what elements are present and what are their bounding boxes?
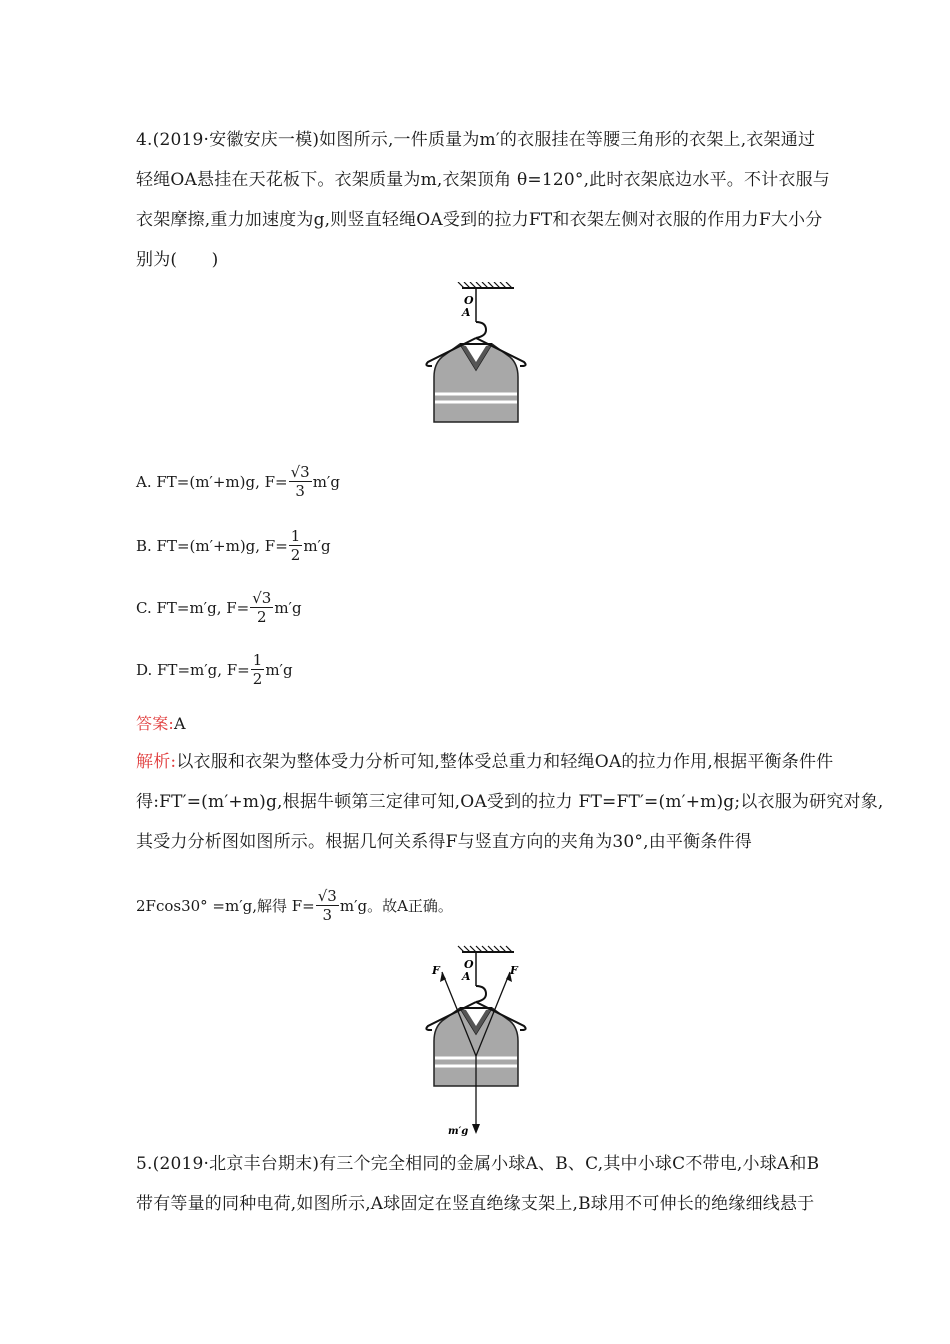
option-d bbox=[136, 651, 293, 688]
label-a-2: A bbox=[462, 970, 471, 983]
option-a-fraction bbox=[289, 463, 312, 500]
label-o: O bbox=[464, 294, 474, 307]
equation-den: 3 bbox=[322, 906, 333, 924]
option-b-suffix: m′g bbox=[303, 536, 331, 555]
q4-line-2: 轻绳OA悬挂在天花板下。衣架质量为m,衣架顶角 θ=120°,此时衣架底边水平。不计衣服与 bbox=[136, 170, 830, 190]
option-d-suffix: m′g bbox=[265, 660, 293, 679]
analysis-line-3: 其受力分析图如图所示。根据几何关系得F与竖直方向的夹角为30°,由平衡条件得 bbox=[136, 832, 752, 852]
option-d-num: 1 bbox=[252, 651, 263, 669]
analysis-label: 解析: bbox=[136, 752, 177, 772]
option-c-num: √3 bbox=[252, 589, 272, 607]
option-d-prefix: D. FT=m′g, F= bbox=[136, 660, 250, 679]
q4-line-3: 衣架摩擦,重力加速度为g,则竖直轻绳OA受到的拉力FT和衣架左侧对衣服的作用力F大小分 bbox=[136, 210, 823, 230]
option-a-prefix: A. FT=(m′+m)g, F= bbox=[136, 472, 288, 491]
label-o-2: O bbox=[464, 958, 474, 971]
analysis-equation bbox=[136, 887, 453, 924]
hanger-figure bbox=[420, 282, 540, 454]
label-f-left: F bbox=[432, 964, 440, 977]
q5-line-1: 5.(2019·北京丰台期末)有三个完全相同的金属小球A、B、C,其中小球C不带电,小球A和B bbox=[136, 1154, 820, 1174]
answer-value: A bbox=[174, 714, 186, 733]
analysis-line-1 bbox=[136, 750, 833, 774]
option-b bbox=[136, 527, 331, 564]
label-a: A bbox=[462, 306, 471, 319]
q4-line-1: 4.(2019·安徽安庆一模)如图所示,一件质量为m′的衣服挂在等腰三角形的衣架上,衣架通过 bbox=[136, 130, 816, 150]
equation-fraction bbox=[316, 887, 339, 924]
equation-num: √3 bbox=[317, 887, 337, 905]
label-f-right: F bbox=[510, 964, 518, 977]
force-diagram-figure bbox=[420, 944, 540, 1140]
analysis-text-1: 以衣服和衣架为整体受力分析可知,整体受总重力和轻绳OA的拉力作用,根据平衡条件件 bbox=[176, 752, 834, 772]
answer-label: 答案: bbox=[136, 714, 174, 733]
option-c-fraction bbox=[250, 589, 273, 626]
q5-line-2: 带有等量的同种电荷,如图所示,A球固定在竖直绝缘支架上,B球用不可伸长的绝缘细线悬于 bbox=[136, 1194, 815, 1214]
analysis-line-2: 得:FT′=(m′+m)g,根据牛顿第三定律可知,OA受到的拉力 FT=FT′=(m′+m)g;以衣服为研究对象, bbox=[136, 792, 884, 812]
option-d-den: 2 bbox=[252, 670, 263, 688]
option-d-fraction bbox=[251, 651, 265, 688]
equation-prefix: 2Fcos30° =m′g,解得 F= bbox=[136, 897, 315, 915]
option-a bbox=[136, 463, 340, 500]
option-b-den: 2 bbox=[290, 546, 301, 564]
option-a-num: √3 bbox=[290, 463, 310, 481]
option-b-prefix: B. FT=(m′+m)g, F= bbox=[136, 536, 288, 555]
option-b-fraction bbox=[289, 527, 303, 564]
option-c-prefix: C. FT=m′g, F= bbox=[136, 598, 250, 617]
answer-line bbox=[136, 712, 186, 736]
equation-suffix: m′g。故A正确。 bbox=[339, 897, 453, 915]
option-c-den: 2 bbox=[256, 608, 267, 626]
option-b-num: 1 bbox=[290, 527, 301, 545]
q4-line-4: 别为( ) bbox=[136, 250, 219, 270]
label-mg: m′g bbox=[448, 1126, 469, 1137]
option-a-suffix: m′g bbox=[312, 472, 340, 491]
option-c-suffix: m′g bbox=[274, 598, 302, 617]
option-c bbox=[136, 589, 302, 626]
option-a-den: 3 bbox=[295, 482, 305, 500]
